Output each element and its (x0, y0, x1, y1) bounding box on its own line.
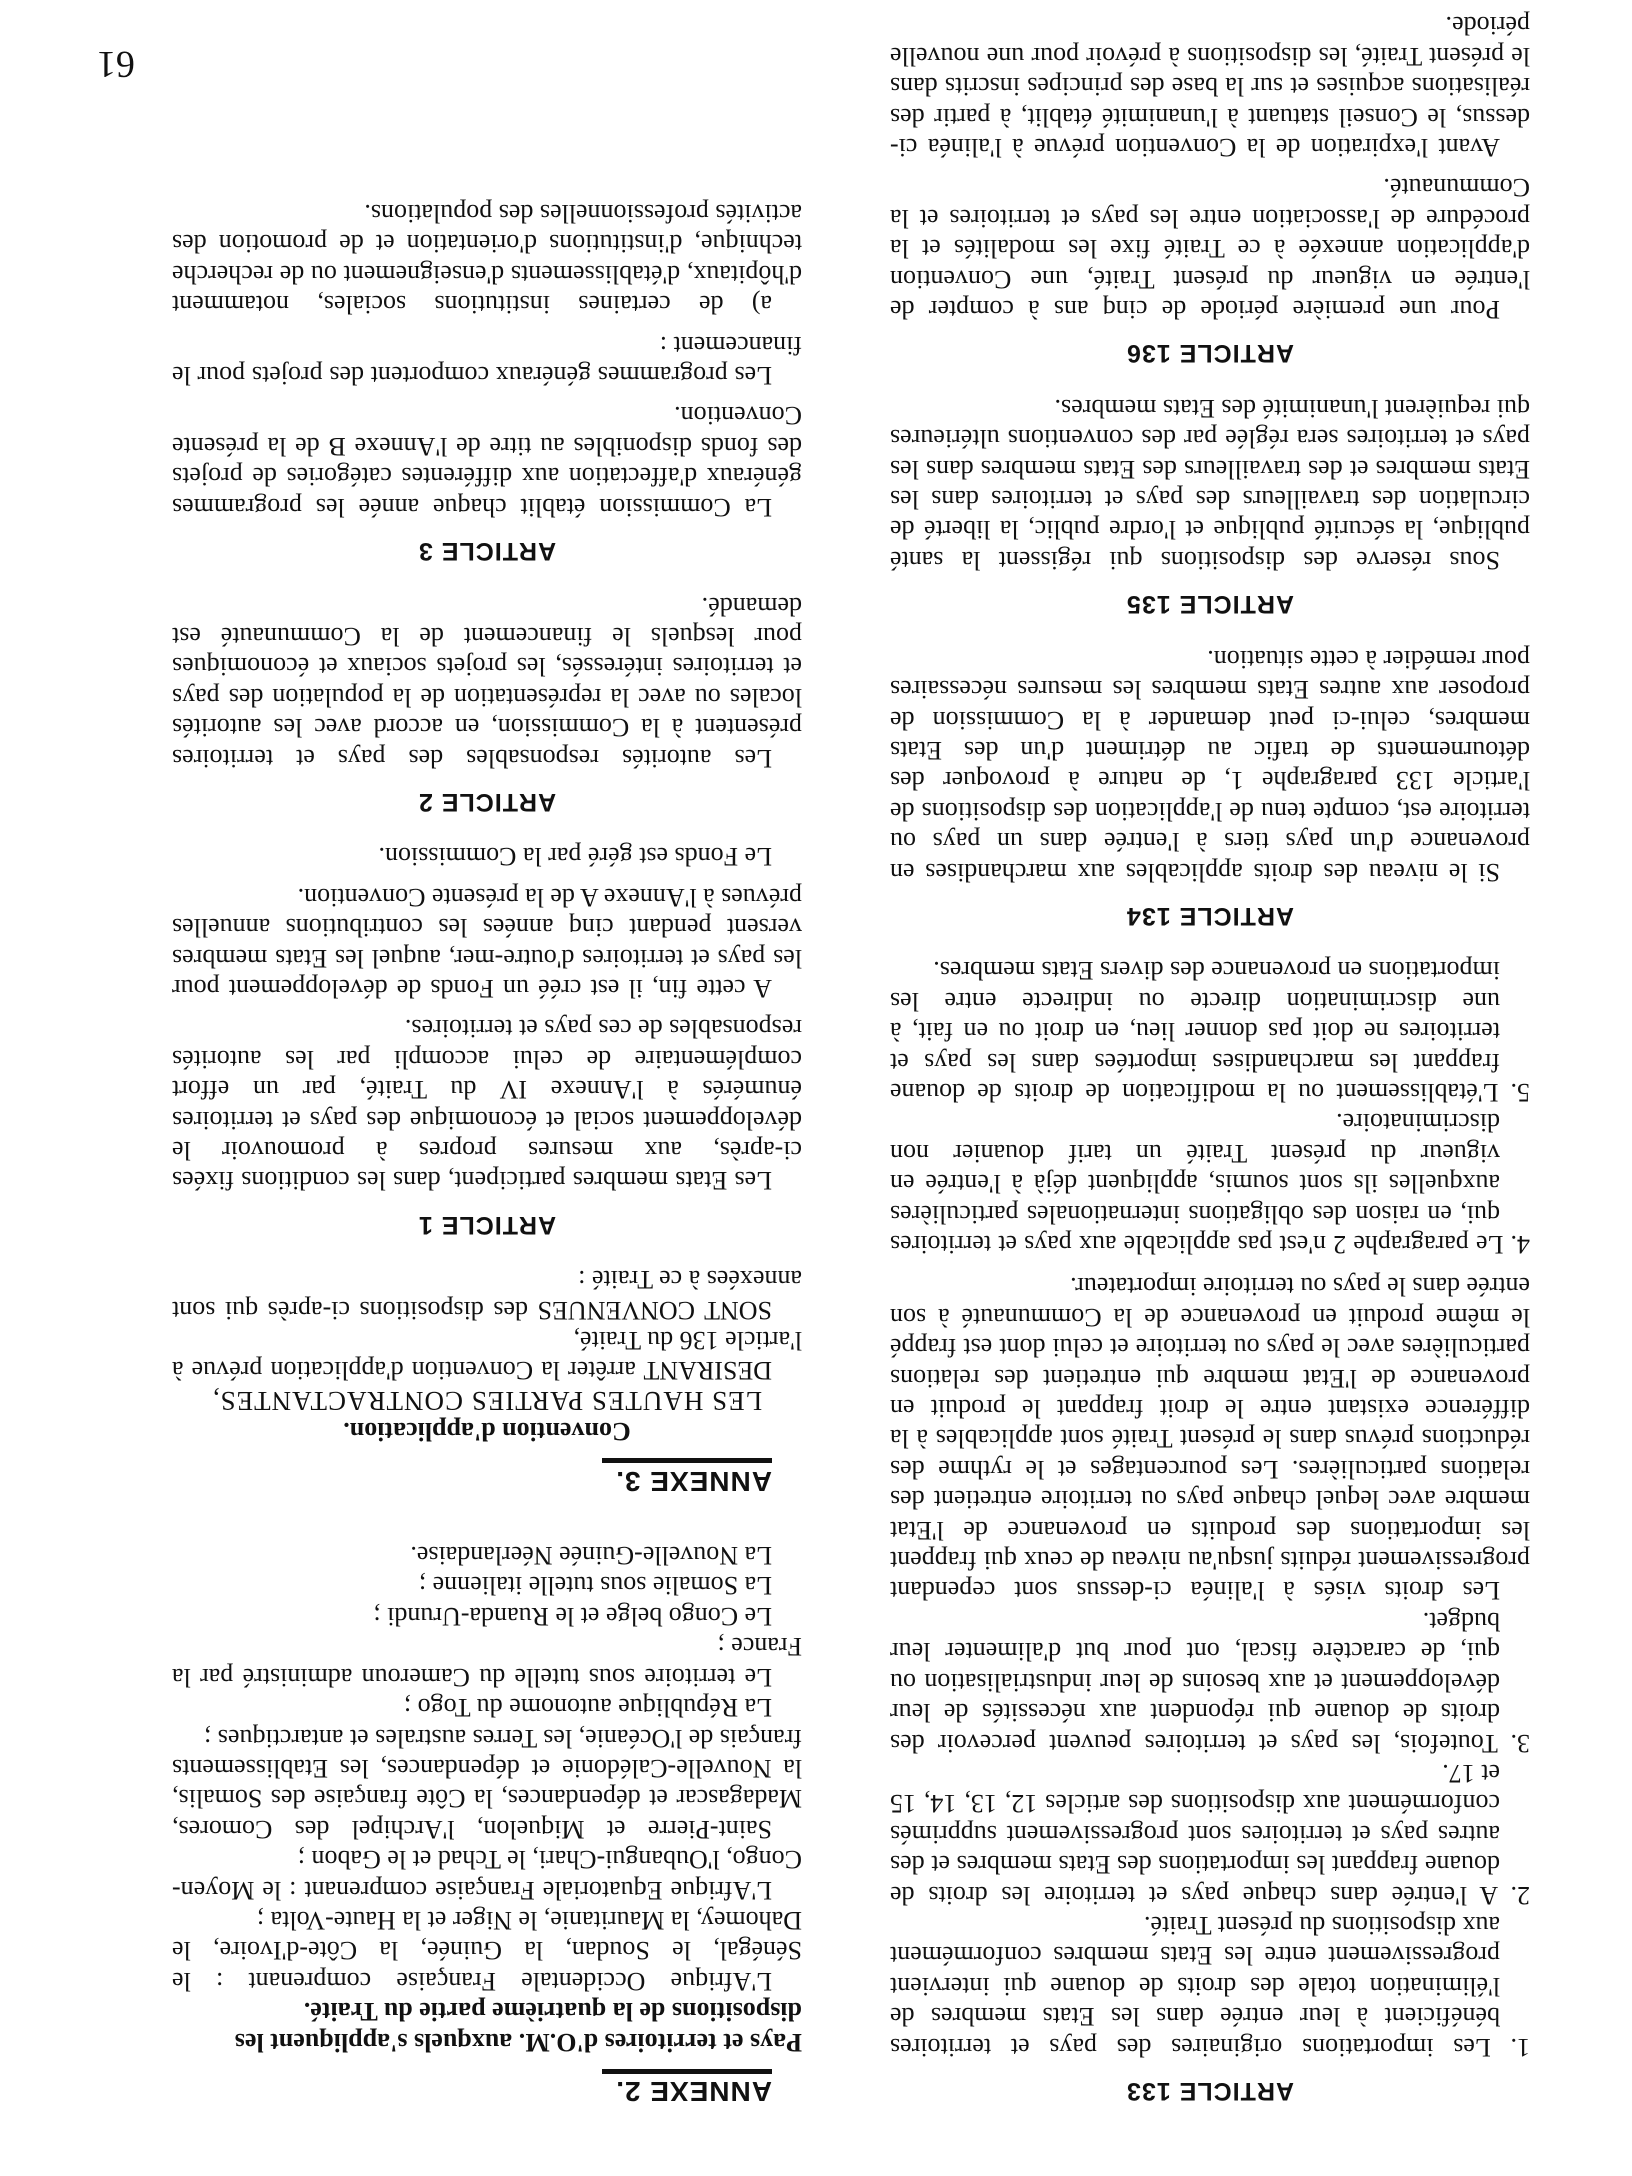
desirant-clause: DESIRANT arrêter la Convention d'application prévue à l'article 136 du Traité, (172, 1326, 802, 1386)
annex-2-item: Le Congo belge et le Ruanda-Urundi ; (373, 1601, 772, 1631)
article-3-paragraph-2: Les programmes généraux comportent des projets pour le financement : (172, 330, 802, 391)
article-133-paragraph-3: 3. Toutefois, les pays et territoires peuvent percevoir des droits de douane qui répondent aux nécessités de leur développement et aux besoins de leur industrialisation ou qui, de caractère fiscal, ont pour but d'alimenter leur budget. (890, 1606, 1530, 1758)
article-135-paragraph: Sous réserve des dispositions qui régissent la santé publique, la sécurité publique et l'ordre public, la liberté de circulation des travailleurs des pays et territoires dans les Etats membres et des travailleurs des Etats membres dans les pays et territoires sera réglée par des conventions ultérieures qui requièrent l'unanimité des Etats membres. (890, 393, 1530, 575)
annex-2-rule (602, 2069, 772, 2074)
annex-2-item: Le territoire sous tutelle du Cameroun administré par la France ; (172, 1632, 802, 1692)
article-1-paragraph-1: Les Etats membres participent, dans les conditions fixées ci-après, aux mesures propres à promouvoir le développement social et économique des pays et territoires énumérés à l'Annexe IV du Traité, par un effort complémentaire de celui accompli par les autorités responsables de ces pays et territoires. (172, 1014, 802, 1196)
article-3-paragraph-3: a) de certaines institutions sociales, notamment d'hôpitaux, d'établissements d'enseignement ou de recherche technique, d'institutions d'orientation et de promotion des activités professionnelles des populations. (172, 199, 802, 320)
article-1-paragraph-3: Le Fonds est géré par la Commission. (378, 842, 772, 872)
conviennent-clause: SONT CONVENUES des dispositions ci-après qui sont annexées à ce Traité : (172, 1265, 802, 1325)
article-135-title: ARTICLE 135 (1126, 590, 1294, 619)
annex-3-subtitle: Convention d'application. (343, 1417, 631, 1447)
article-2-title: ARTICLE 2 (417, 787, 557, 816)
article-2-paragraph: Les autorités responsables des pays et territoires présentent à la Commission, en accord avec les autorités locales ou avec la représentation de la population des pays et territoires intéressés, les projets sociaux et économiques pour lesquels le financement de la Communauté est demandé. (172, 591, 802, 773)
article-3-paragraph-1: La Commission établit chaque année les programmes généraux d'affectation aux différentes catégories de projets des fonds disponibles au titre de l'Annexe B de la présente Convention. (172, 401, 802, 522)
annex-2-item: L'Afrique Equatoriale Française comprenant : le Moyen-Congo, l'Oubangui-Chari, le Tchad et le Gabon ; (172, 1845, 802, 1905)
left-column (890, 10, 1530, 2106)
annex-2-item: L'Afrique Occidentale Française comprenant : le Sénégal, le Soudan, la Guinée, la Côte-d'Ivoire, le Dahomey, la Mauritanie, le Niger et la Haute-Volta ; (172, 1905, 802, 1996)
article-133-paragraph-4: 4. Le paragraphe 2 n'est pas applicable aux pays et territoires qui, en raison des obligations internationales particulières auxquelles ils sont soumis, appliquent déjà à l'entrée en vigueur du présent Traité un tarif douanier non discriminatoire. (890, 1108, 1530, 1260)
article-134-title: ARTICLE 134 (1126, 901, 1294, 930)
page-number: 61 (97, 43, 135, 85)
article-1-title: ARTICLE 1 (417, 1210, 557, 1239)
article-136-paragraph-2: Avant l'expiration de la Convention prévue à l'alinéa ci-dessus, le Conseil statuant à l'unanimité établit, à partir des réalisations acquises et sur la base des principes inscrits dans le présent Traité, les dispositions à prévoir pour une nouvelle période. (890, 11, 1530, 163)
annex-2-item: Saint-Pierre et Miquelon, l'Archipel des Comores, Madagascar et dépendances, la Côte française des Somalis, la Nouvelle-Calédonie et dépendances, les Etablissements français de l'Océanie, les Terres australes et antarctiques ; (172, 1723, 802, 1844)
article-136-title: ARTICLE 136 (1126, 339, 1294, 368)
article-133-paragraph-1: 1. Les importations originaires des pays et territoires bénéficient à leur entrée dans les Etats membres de l'élimination totale des droits de douane qui intervient progressivement entre les Etats membres conformément aux dispositions du présent Traité. (890, 1910, 1530, 2062)
annex-2-title: ANNEXE 2. (615, 2076, 772, 2107)
annex-2-item: La République autonome du Togo ; (403, 1693, 772, 1723)
annex-3-rule (602, 1458, 772, 1463)
article-3-title: ARTICLE 3 (417, 537, 557, 566)
article-133-paragraph-5: 5. L'établissement ou la modification de droits de douane frappant les marchandises importées dans les pays et territoires ne doit pas donner lieu, en droit ou en fait, à une discrimination directe ou indirecte entre les importations en provenance des divers Etats membres. (890, 956, 1530, 1107)
article-133-paragraph-2: 2. A l'entrée dans chaque pays et territoire les droits de douane frappant les importations des Etats membres et des autres pays et territoires sont progressivement supprimés conformément aux dispositions des articles 12, 13, 14, 15 et 17. (890, 1758, 1530, 1910)
article-136-paragraph-1: Pour une première période de cinq ans à compter de l'entrée en vigueur du présent Traité, une Convention d'application annexée à ce Traité fixe les modalités et la procédure de l'association entre les pays et territoires et la Communauté. (890, 173, 1530, 325)
annex-2-item: La Somalie sous tutelle italienne ; (418, 1571, 772, 1601)
article-133-title: ARTICLE 133 (1126, 2077, 1294, 2105)
contracting-parties: LES HAUTES PARTIES CONTRACTANTES, (211, 1385, 763, 1416)
article-134-paragraph: Si le niveau des droits applicables aux marchandises en provenance d'un pays tiers à l'entrée dans un pays ou territoire est, compte tenu de l'application des dispositions de l'article 133 paragraphe 1, de nature à provoquer des détournements de trafic au détriment d'un des Etats membres, celui-ci peut demander à la Commission de proposer aux autres Etats membres les mesures nécessaires pour remédier à cette situation. (890, 644, 1530, 887)
article-133-paragraph-3b: Les droits visés à l'alinéa ci-dessus sont cependant progressivement réduits jusqu'au niveau de ceux qui frappent les importations des produits en provenance de l'Etat membre avec lequel chaque pays ou territoire entretient des relations particulières. Les pourcentages et le rythme des réductions prévus dans le présent Traité sont applicables à la différence existant entre le droit frappant le produit en provenance de l'Etat membre qui entretient des relations particulières avec le pays ou territoire et celui dont est frappé le même produit en provenance de la Communauté à son entrée dans le pays ou territoire importateur. (890, 1272, 1530, 1606)
right-column (172, 198, 802, 2106)
annex-3-title: ANNEXE 3. (615, 1465, 772, 1497)
annex-2-item: La Nouvelle-Guinée Néerlandaise. (410, 1541, 772, 1571)
article-1-paragraph-2: A cette fin, il est créé un Fonds de développement pour les pays et territoires d'outre-mer, auquel les Etats membres versent pendant cinq années les contributions annuelles prévues à l'Annexe A de la présente Convention. (172, 882, 802, 1003)
annex-2-heading: Pays et territoires d'O.M. auxquels s'appliquent les dispositions de la quatrième partie du Traité. (234, 1997, 802, 2057)
